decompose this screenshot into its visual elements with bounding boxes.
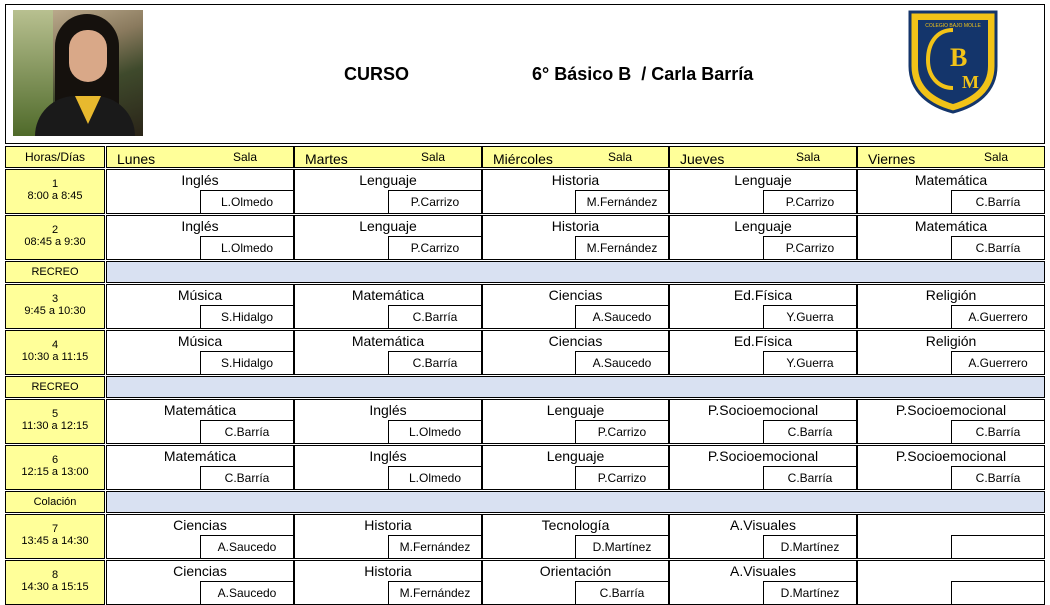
teacher-name: M.Fernández [575,190,669,214]
subject-name: Religión [925,333,977,349]
day-header-0 [106,146,294,168]
teacher-name: C.Barría [575,581,669,605]
break-band [106,261,1045,283]
subject-name: Ed.Física [733,333,793,349]
subject-name: P.Socioemocional [895,402,1007,418]
subject-name: Matemática [914,172,988,188]
class-slot [857,169,1045,214]
teacher-name: C.Barría [951,466,1045,490]
class-slot [106,215,294,260]
period-number: 8 [51,569,59,581]
teacher-name: C.Barría [951,190,1045,214]
break-band [106,376,1045,398]
day-header-2 [482,146,669,168]
subject-name: P.Socioemocional [707,402,819,418]
period-number: 6 [51,454,59,466]
teacher-name: P.Carrizo [763,236,857,260]
period-cell [5,215,105,260]
teacher-name: C.Barría [763,420,857,444]
curso-label: CURSO [344,64,410,84]
day-header-3 [669,146,857,168]
subject-name: Ed.Física [733,287,793,303]
subject-name: Inglés [369,448,407,464]
break-label [5,261,105,283]
class-slot [669,445,857,490]
subject-name: A.Visuales [730,563,796,579]
class-slot [106,445,294,490]
class-slot [106,169,294,214]
subject-name: Ciencias [548,287,603,303]
class-slot [669,284,857,329]
class-slot [857,399,1045,444]
teacher-name: L.Olmedo [200,236,294,260]
class-slot [294,445,482,490]
class-slot [482,399,669,444]
class-slot [294,169,482,214]
class-slot [857,514,1045,559]
period-time: 11:30 a 12:15 [21,420,89,432]
period-time: 13:45 a 14:30 [21,535,89,547]
subject-name: Ciencias [548,333,603,349]
logo-letter-b: B [950,43,968,72]
logo-letter-m: M [962,72,979,92]
teacher-name: S.Hidalgo [200,305,294,329]
teacher-photo [13,10,143,136]
class-slot [857,445,1045,490]
teacher-name: M.Fernández [575,236,669,260]
day-label: Viernes [868,151,916,167]
subject-name: Historia [551,172,600,188]
period-number: 5 [51,408,59,420]
course-title: 6° Básico B / Carla Barría [532,64,754,84]
teacher-name: C.Barría [200,466,294,490]
teacher-name: L.Olmedo [388,420,482,444]
teacher-name: P.Carrizo [575,420,669,444]
subject-name: Lenguaje [359,218,417,234]
class-slot [857,215,1045,260]
teacher-name: C.Barría [388,305,482,329]
teacher-name: L.Olmedo [388,466,482,490]
teacher-name: P.Carrizo [388,236,482,260]
day-label: Jueves [680,151,725,167]
period-time: 14:30 a 15:15 [21,581,89,593]
class-slot [857,284,1045,329]
teacher-name: P.Carrizo [575,466,669,490]
sala-label: Sala [795,150,820,164]
sala-label: Sala [983,150,1008,164]
class-slot [669,560,857,605]
class-slot [482,284,669,329]
subject-name: Ciencias [173,563,227,579]
period-cell [5,399,105,444]
subject-name: P.Socioemocional [707,448,819,464]
subject-name: Matemática [914,218,988,234]
teacher-name [951,535,1045,559]
subject-name: P.Socioemocional [895,448,1007,464]
break-text: RECREO [31,381,79,393]
subject-name: Tecnología [541,517,610,533]
class-slot [294,560,482,605]
class-slot [669,169,857,214]
period-time: 08:45 a 9:30 [24,236,86,248]
teacher-name: C.Barría [388,351,482,375]
teacher-name [951,581,1045,605]
class-slot [294,330,482,375]
corner-label: Horas/Días [24,150,86,164]
day-label: Lunes [117,151,156,167]
class-slot [294,215,482,260]
subject-name: Historia [364,563,412,579]
subject-name: Religión [925,287,977,303]
teacher-name: Y.Guerra [763,305,857,329]
subject-name: Ciencias [173,517,227,533]
class-slot [482,560,669,605]
subject-name: Lenguaje [734,218,792,234]
teacher-name: S.Hidalgo [200,351,294,375]
period-cell [5,514,105,559]
period-time: 9:45 a 10:30 [24,305,86,317]
period-time: 8:00 a 8:45 [27,190,83,202]
period-time: 10:30 a 11:15 [21,351,89,363]
class-slot [857,330,1045,375]
class-slot [482,215,669,260]
teacher-name: C.Barría [951,236,1045,260]
teacher-name: P.Carrizo [763,190,857,214]
period-number: 2 [51,224,59,236]
break-text: RECREO [31,266,79,278]
subject-name: A.Visuales [730,517,796,533]
corner-header [5,146,105,168]
class-slot [106,284,294,329]
teacher-name: A.Saucedo [200,535,294,559]
subject-name: Lenguaje [734,172,792,188]
teacher-name: C.Barría [200,420,294,444]
subject-name: Inglés [369,402,407,418]
subject-name: Inglés [181,218,219,234]
period-number: 1 [51,178,59,190]
sala-label: Sala [607,150,632,164]
class-slot [106,330,294,375]
subject-name: Matemática [351,287,425,303]
subject-name: Inglés [181,172,219,188]
class-slot [482,330,669,375]
subject-name: Lenguaje [359,172,417,188]
teacher-name: D.Martínez [763,581,857,605]
day-label: Martes [305,151,348,167]
teacher-name: D.Martínez [575,535,669,559]
teacher-name: A.Saucedo [200,581,294,605]
teacher-name: A.Guerrero [951,305,1045,329]
subject-name: Matemática [163,402,237,418]
break-text: Colación [33,496,77,508]
subject-name: Orientación [539,563,612,579]
class-slot [857,560,1045,605]
break-label [5,491,105,513]
teacher-name: L.Olmedo [200,190,294,214]
subject-name: Historia [551,218,600,234]
period-time: 12:15 a 13:00 [21,466,89,478]
teacher-name: A.Saucedo [575,351,669,375]
period-cell [5,445,105,490]
class-slot [669,399,857,444]
period-number: 3 [51,293,59,305]
period-cell [5,284,105,329]
teacher-name: D.Martínez [763,535,857,559]
day-header-1 [294,146,482,168]
period-number: 7 [51,523,59,535]
teacher-name: C.Barría [763,466,857,490]
sala-label: Sala [232,150,257,164]
period-number: 4 [51,339,59,351]
subject-name: Lenguaje [546,448,605,464]
class-slot [669,514,857,559]
break-label [5,376,105,398]
break-band [106,491,1045,513]
class-slot [106,514,294,559]
class-slot [106,560,294,605]
class-slot [669,330,857,375]
teacher-name: C.Barría [951,420,1045,444]
class-slot [669,215,857,260]
subject-name: Música [177,333,223,349]
teacher-name: M.Fernández [388,581,482,605]
teacher-name: P.Carrizo [388,190,482,214]
subject-name: Historia [364,517,412,533]
subject-name: Lenguaje [546,402,605,418]
class-slot [294,284,482,329]
class-slot [294,399,482,444]
day-header-4 [857,146,1045,168]
class-slot [482,445,669,490]
subject-name: Matemática [351,333,425,349]
period-cell [5,560,105,605]
class-slot [106,399,294,444]
logo-ring-text: COLEGIO BAJO MOLLE [925,23,981,29]
teacher-name: M.Fernández [388,535,482,559]
teacher-name: A.Saucedo [575,305,669,329]
school-logo [906,8,1000,114]
class-slot [482,514,669,559]
sala-label: Sala [420,150,445,164]
subject-name: Matemática [163,448,237,464]
day-label: Miércoles [493,151,553,167]
header-frame [5,4,1045,144]
teacher-name: A.Guerrero [951,351,1045,375]
subject-name: Música [177,287,223,303]
period-cell [5,330,105,375]
teacher-name: Y.Guerra [763,351,857,375]
class-slot [482,169,669,214]
period-cell [5,169,105,214]
class-slot [294,514,482,559]
